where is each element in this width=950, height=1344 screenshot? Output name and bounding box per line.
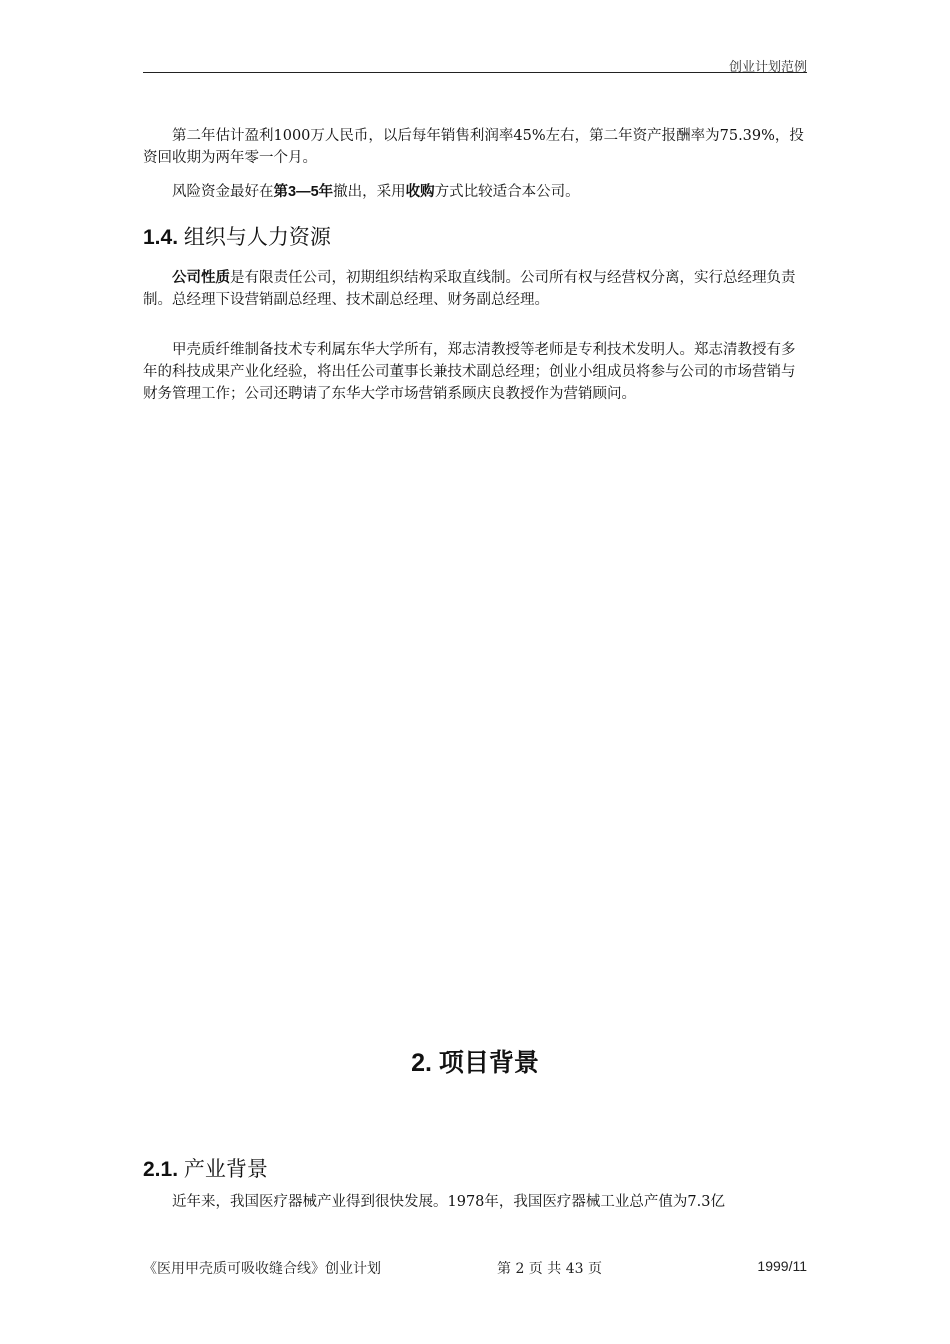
section-title: 产业背景 — [183, 1158, 268, 1181]
bold-text: 第3—5年 — [273, 184, 334, 200]
chapter-number: 2. — [411, 1049, 432, 1077]
bold-text: 收购 — [405, 184, 435, 200]
paragraph-company-nature — [143, 267, 807, 311]
chapter-title: 项目背景 — [438, 1049, 539, 1077]
text: 撤出，采用 — [333, 184, 406, 200]
section-title: 组织与人力资源 — [183, 226, 331, 249]
header-rule — [143, 72, 807, 73]
footer-document-title: 《医用甲壳质可吸收缝合线》创业计划 — [143, 1261, 381, 1277]
section-number: 1.4. — [143, 226, 179, 249]
footer-page-number: 第 2 页 共 43 页 — [497, 1261, 602, 1277]
chapter-heading-2 — [0, 1043, 950, 1079]
paragraph-patent-team: 甲壳质纤维制备技术专利属东华大学所有，郑志清教授等老师是专利技术发明人。郑志清教授有多年的科技成果产业化经验，将出任公司董事长兼技术副总经理；创业小组成员将参与公司的市场营销与财务管理工作；公司还聘请了东华大学市场营销系顾庆良教授作为营销顾问。 — [143, 342, 796, 402]
text: 方式比较适合本公司。 — [434, 184, 580, 200]
paragraph-exit — [143, 181, 807, 203]
footer-date: 1999/11 — [757, 1258, 807, 1274]
text: 风险资金最好在 — [172, 184, 274, 200]
section-heading-2-1 — [143, 1153, 268, 1183]
page-header-title: 创业计划范例 — [728, 60, 807, 75]
section-heading-1-4 — [143, 221, 331, 251]
paragraph-profit: 第二年估计盈利1000万人民币，以后每年销售利润率45%左右，第二年资产报酬率为75.39%，投资回收期为两年零一个月。 — [143, 128, 804, 166]
section-number: 2.1. — [143, 1158, 179, 1181]
text: 是有限责任公司，初期组织结构采取直线制。公司所有权与经营权分离，实行总经理负责制。总经理下设营销副总经理、技术副总经理、财务副总经理。 — [143, 270, 796, 308]
bold-text: 公司性质 — [172, 270, 230, 286]
paragraph-industry: 近年来，我国医疗器械产业得到很快发展。1978年，我国医疗器械工业总产值为7.3亿 — [172, 1194, 725, 1210]
